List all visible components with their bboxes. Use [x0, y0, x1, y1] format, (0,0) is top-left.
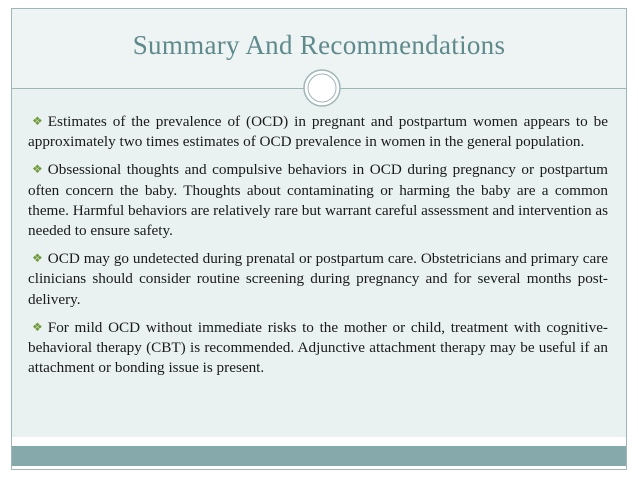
- bullet-item: [28, 111, 608, 152]
- bullet-item: [28, 159, 608, 241]
- diamond-bullet-icon: ❖: [32, 251, 43, 266]
- bullet-text: OCD may go undetected during prenatal or postpartum care. Obstetricians and primary care clinicians should consider routine screening during pregnancy and for several months post-delivery.: [28, 250, 608, 308]
- bullet-text: For mild OCD without immediate risks to the mother or child, treatment with cognitive-behavioral therapy (CBT) is recommended. Adjunctive attachment therapy may be useful if an attachment or bonding issue is present.: [28, 318, 608, 377]
- diamond-bullet-icon: ❖: [32, 162, 43, 177]
- circle-ornament-icon: [302, 68, 342, 108]
- diamond-bullet-icon: ❖: [32, 114, 43, 128]
- diamond-bullet-icon: ❖: [32, 319, 43, 334]
- bullet-text: Estimates of the prevalence of (OCD) in pregnant and postpartum women appears to be approximately two times estimates of OCD prevalence in women in the general population.: [28, 113, 608, 151]
- bullet-text: Obsessional thoughts and compulsive behaviors in OCD during pregnancy or postpartum often concern the baby. Thoughts about contaminating or harming the baby are a common theme. Harmful behaviors are relatively rare but warrant careful assessment and intervention as needed to ensure safety.: [28, 161, 608, 240]
- bullet-item: [28, 317, 608, 379]
- bullet-list: [28, 111, 608, 385]
- bullet-item: [28, 248, 608, 310]
- slide-title: Summary And Recommendations: [132, 30, 506, 60]
